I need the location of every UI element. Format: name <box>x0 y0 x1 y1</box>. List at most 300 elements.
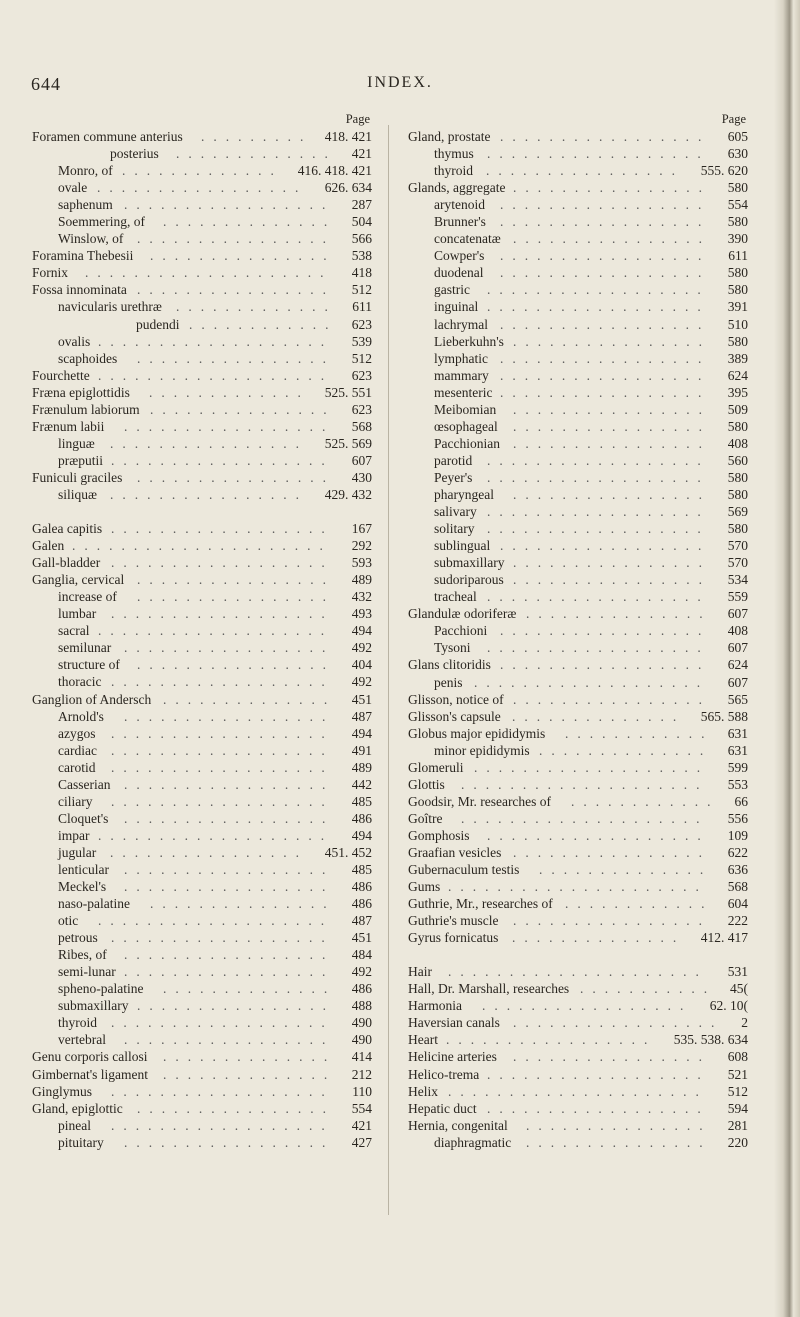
index-entry <box>408 162 748 179</box>
leader-dots: .................. <box>487 827 710 843</box>
index-entry <box>408 520 748 537</box>
leader-dots: .................. <box>111 742 334 758</box>
leader-dots: ................... <box>98 623 334 639</box>
index-pages: 491 <box>349 742 372 759</box>
index-pages: 416. 418. 421 <box>295 162 372 179</box>
index-pages: 608 <box>725 1048 748 1065</box>
index-term: structure of <box>58 657 120 673</box>
index-term: Ganglion of Andersch <box>32 691 152 707</box>
leader-dots: .................. <box>487 589 710 605</box>
index-entry <box>408 656 748 673</box>
leader-dots: ............. <box>122 163 283 179</box>
index-entry <box>408 128 748 145</box>
index-term: Hepatic duct <box>408 1100 477 1116</box>
index-entry <box>408 469 748 486</box>
index-entry <box>32 912 372 929</box>
index-entry <box>408 1083 748 1100</box>
leader-dots: ................. <box>500 657 711 673</box>
leader-dots: ................... <box>474 674 710 690</box>
index-entry <box>408 691 748 708</box>
index-entry <box>408 742 748 759</box>
index-entry <box>408 503 748 520</box>
index-term: Gums <box>408 879 441 895</box>
index-pages: 490 <box>349 1031 372 1048</box>
index-pages: 292 <box>349 537 372 554</box>
index-term: semi-lunar <box>58 964 116 980</box>
index-pages: 414 <box>349 1048 372 1065</box>
index-entry <box>32 759 372 776</box>
index-term: solitary <box>434 521 475 537</box>
leader-dots: ................. <box>500 350 711 366</box>
index-pages: 580 <box>725 264 748 281</box>
index-pages: 167 <box>349 520 372 537</box>
index-term: sublingual <box>434 538 491 554</box>
index-pages: 492 <box>349 963 372 980</box>
leader-dots: .................... <box>461 776 709 792</box>
leader-dots: ................ <box>110 486 308 502</box>
index-term: vertebral <box>58 1032 106 1048</box>
leader-dots: .................. <box>487 299 710 315</box>
index-entry <box>32 128 372 145</box>
index-entry <box>32 656 372 673</box>
leader-dots: ................ <box>137 589 335 605</box>
leader-dots: .................. <box>111 452 334 468</box>
index-term: diaphragmatic <box>434 1134 512 1150</box>
leader-dots: ............ <box>571 793 720 809</box>
leader-dots: .................. <box>111 725 334 741</box>
leader-dots: .............. <box>163 1066 337 1082</box>
index-entry <box>32 1031 372 1048</box>
leader-dots: ................. <box>124 708 335 724</box>
leader-dots: ................ <box>513 418 711 434</box>
index-pages: 623 <box>349 367 372 384</box>
index-entry <box>408 912 748 929</box>
index-pages: 636 <box>725 861 748 878</box>
index-term: thoracic <box>58 674 102 690</box>
leader-dots: ............... <box>526 1134 712 1150</box>
index-term: Galen <box>32 538 65 554</box>
leader-dots: ................ <box>137 469 335 485</box>
leader-dots: ..................... <box>72 538 332 554</box>
leader-dots: ................. <box>124 861 335 877</box>
index-pages: 486 <box>349 878 372 895</box>
index-pages: 66 <box>732 793 749 810</box>
index-term: Pacchionian <box>434 435 500 451</box>
index-pages: 395 <box>725 384 748 401</box>
leader-dots: ............... <box>526 1117 712 1133</box>
index-term: Fourchette <box>32 367 90 383</box>
leader-dots: .............. <box>163 981 337 997</box>
index-term: Fræna epiglottidis <box>32 384 130 400</box>
leader-dots: ................. <box>124 879 335 895</box>
leader-dots: .............. <box>512 930 686 946</box>
index-term: lumbar <box>58 606 97 622</box>
index-pages: 607 <box>725 674 748 691</box>
index-term: Meckel's <box>58 879 107 895</box>
index-term: Guthrie, Mr., researches of <box>408 896 553 912</box>
index-entry <box>408 1048 748 1065</box>
leader-dots: ................. <box>500 248 711 264</box>
leader-dots: .............. <box>539 742 713 758</box>
index-pages: 489 <box>349 571 372 588</box>
index-pages: 2 <box>738 1014 748 1031</box>
index-pages: 222 <box>725 912 748 929</box>
leader-dots: ................ <box>137 231 335 247</box>
right-index-column <box>408 112 748 1151</box>
index-pages: 451 <box>349 691 372 708</box>
index-entry <box>408 281 748 298</box>
index-pages: 418 <box>349 264 372 281</box>
index-entry <box>408 588 748 605</box>
leader-dots: ................ <box>513 913 711 929</box>
index-term: siliquæ <box>58 486 98 502</box>
leader-dots: ................ <box>513 844 711 860</box>
right-entries <box>408 128 748 1151</box>
leader-dots: .................. <box>111 930 334 946</box>
leader-dots: ............ <box>565 725 714 741</box>
index-term: Galea capitis <box>32 521 103 537</box>
leader-dots: ................. <box>97 180 308 196</box>
index-pages: 430 <box>349 469 372 486</box>
leader-dots: .................. <box>487 469 710 485</box>
index-term: Glottis <box>408 776 445 792</box>
index-term: thyroid <box>58 1015 97 1031</box>
index-pages: 45( <box>727 980 748 997</box>
index-pages: 521 <box>725 1066 748 1083</box>
leader-dots: ................ <box>137 282 335 298</box>
leader-dots: ................. <box>124 776 335 792</box>
index-term: lachrymal <box>434 316 488 332</box>
index-pages: 593 <box>349 554 372 571</box>
leader-dots: ............... <box>150 896 336 912</box>
index-entry <box>408 435 748 452</box>
index-term: Glandulæ odoriferæ <box>408 606 517 622</box>
index-term: Guthrie's muscle <box>408 913 499 929</box>
leader-dots: ................... <box>98 913 334 929</box>
index-entry <box>408 179 748 196</box>
index-entry <box>32 844 372 861</box>
index-entry <box>32 435 372 452</box>
leader-dots: .................. <box>111 1015 334 1031</box>
index-entry <box>408 384 748 401</box>
index-pages: 623 <box>349 401 372 418</box>
leader-dots: ................. <box>500 197 711 213</box>
index-entry <box>32 639 372 656</box>
index-entry <box>32 452 372 469</box>
leader-dots: ................ <box>513 1049 711 1065</box>
index-pages: 287 <box>349 196 372 213</box>
index-pages: 580 <box>725 179 748 196</box>
index-term: Arnold's <box>58 708 104 724</box>
index-pages: 570 <box>725 537 748 554</box>
index-pages: 488 <box>349 997 372 1014</box>
index-pages: 531 <box>725 963 748 980</box>
index-pages: 492 <box>349 639 372 656</box>
index-entry <box>408 1100 748 1117</box>
index-term: pudendi <box>136 316 180 332</box>
index-term: posterius <box>110 146 159 162</box>
index-term: tracheal <box>434 589 477 605</box>
leader-dots: ................. <box>500 316 711 332</box>
index-pages: 212 <box>349 1066 372 1083</box>
index-entry <box>408 367 748 384</box>
index-term: linguæ <box>58 435 95 451</box>
leader-dots: ................ <box>513 691 711 707</box>
index-term: Glans clitoridis <box>408 657 491 673</box>
leader-dots: ................. <box>124 640 335 656</box>
index-pages: 580 <box>725 418 748 435</box>
index-term: pineal <box>58 1117 91 1133</box>
leader-dots: ................ <box>513 333 711 349</box>
index-pages: 580 <box>725 281 748 298</box>
index-entry <box>32 333 372 350</box>
index-term: mesenteric <box>434 384 493 400</box>
index-entry <box>32 571 372 588</box>
index-entry <box>408 213 748 230</box>
leader-dots: ............... <box>526 606 712 622</box>
index-entry <box>408 759 748 776</box>
leader-dots: ................. <box>124 1134 335 1150</box>
index-term: Fossa innominata <box>32 282 127 298</box>
index-term: arytenoid <box>434 197 485 213</box>
leader-dots: ................. <box>124 418 335 434</box>
index-term: Graafian vesicles <box>408 844 502 860</box>
index-term: navicularis urethræ <box>58 299 162 315</box>
index-term: Gland, epiglottic <box>32 1100 123 1116</box>
index-pages: 494 <box>349 622 372 639</box>
index-pages: 109 <box>725 827 748 844</box>
leader-dots: ................. <box>500 623 711 639</box>
index-pages: 611 <box>349 298 372 315</box>
index-entry <box>408 1066 748 1083</box>
leader-dots: ................. <box>124 964 335 980</box>
index-term: Gomphosis <box>408 827 470 843</box>
index-term: saphenum <box>58 197 113 213</box>
index-entry <box>32 554 372 571</box>
leader-dots: ................ <box>137 572 335 588</box>
index-entry <box>408 1134 748 1151</box>
index-entry <box>32 827 372 844</box>
index-term: gastric <box>434 282 470 298</box>
index-term: Funiculi graciles <box>32 469 123 485</box>
leader-dots: ................ <box>486 163 684 179</box>
left-entries <box>32 128 372 1151</box>
leader-dots: ................... <box>98 827 334 843</box>
leader-dots: ................. <box>482 998 693 1014</box>
index-entry <box>32 605 372 622</box>
leader-dots: .............. <box>163 1049 337 1065</box>
index-pages: 489 <box>349 759 372 776</box>
index-entry <box>32 622 372 639</box>
leader-dots: .................. <box>487 640 710 656</box>
page-edge <box>774 0 800 1317</box>
index-pages: 599 <box>725 759 748 776</box>
index-term: impar <box>58 827 90 843</box>
index-term: Ganglia, cervical <box>32 572 125 588</box>
index-term: Monro, of <box>58 163 113 179</box>
index-entry <box>408 895 748 912</box>
leader-dots: ................ <box>513 401 711 417</box>
index-pages: 484 <box>349 946 372 963</box>
index-entry <box>32 145 372 162</box>
index-term: Meibomian <box>434 401 497 417</box>
leader-dots: ................... <box>474 759 710 775</box>
leader-dots: .................. <box>487 452 710 468</box>
index-pages: 418. 421 <box>322 128 372 145</box>
index-entry <box>408 247 748 264</box>
index-pages: 538 <box>349 247 372 264</box>
index-entry <box>32 520 372 537</box>
index-entry <box>408 350 748 367</box>
index-pages: 487 <box>349 912 372 929</box>
index-term: Gubernaculum testis <box>408 862 520 878</box>
leader-dots: .................. <box>111 521 334 537</box>
index-term: Glisson, notice of <box>408 691 504 707</box>
index-term: petrous <box>58 930 98 946</box>
leader-dots: ................... <box>98 367 334 383</box>
index-entry <box>32 691 372 708</box>
leader-dots: ................ <box>137 1100 335 1116</box>
index-entry <box>32 861 372 878</box>
index-entry <box>32 878 372 895</box>
index-entry <box>32 316 372 333</box>
index-pages: 412. 417 <box>698 929 748 946</box>
leader-dots: ................ <box>513 231 711 247</box>
index-entry <box>32 1014 372 1031</box>
index-pages: 534 <box>725 571 748 588</box>
index-pages: 580 <box>725 486 748 503</box>
leader-dots: ................. <box>446 1032 657 1048</box>
index-pages: 565. 588 <box>698 708 748 725</box>
index-entry <box>408 674 748 691</box>
index-entry <box>32 179 372 196</box>
index-pages: 421 <box>349 1117 372 1134</box>
index-entry <box>32 708 372 725</box>
index-term: Winslow, of <box>58 231 124 247</box>
index-entry <box>408 997 748 1014</box>
leader-dots: .................... <box>85 265 333 281</box>
index-pages: 509 <box>725 401 748 418</box>
index-pages: 451. 452 <box>322 844 372 861</box>
index-term: Heart <box>408 1032 438 1048</box>
index-entry <box>32 1134 372 1151</box>
index-term: Peyer's <box>434 469 473 485</box>
index-pages: 554 <box>725 196 748 213</box>
index-pages: 560 <box>725 452 748 469</box>
index-pages: 525. 569 <box>322 435 372 452</box>
index-entry <box>32 1100 372 1117</box>
index-pages: 486 <box>349 810 372 827</box>
index-entry <box>408 827 748 844</box>
index-term: ovale <box>58 180 88 196</box>
index-pages: 626. 634 <box>322 179 372 196</box>
index-term: Harmonia <box>408 998 462 1014</box>
index-term: Glands, aggregate <box>408 180 506 196</box>
index-term: Pacchioni <box>434 623 488 639</box>
index-pages: 404 <box>349 656 372 673</box>
index-entry <box>408 861 748 878</box>
index-term: œsophageal <box>434 418 498 434</box>
leader-dots: ................. <box>500 384 711 400</box>
index-pages: 432 <box>349 588 372 605</box>
index-entry <box>408 145 748 162</box>
leader-dots: .................. <box>487 146 710 162</box>
index-term: increase of <box>58 589 117 605</box>
index-term: submaxillary <box>434 555 505 571</box>
index-pages: 485 <box>349 861 372 878</box>
index-term: Glomeruli <box>408 759 464 775</box>
leader-dots: .............. <box>163 214 337 230</box>
index-pages: 559 <box>725 588 748 605</box>
index-term: otic <box>58 913 79 929</box>
index-term: Genu corporis callosi <box>32 1049 148 1065</box>
index-entry <box>32 1048 372 1065</box>
index-pages: 451 <box>349 929 372 946</box>
leader-dots: ............. <box>149 384 310 400</box>
index-term: pituitary <box>58 1134 104 1150</box>
index-entry <box>32 247 372 264</box>
index-pages: 570 <box>725 554 748 571</box>
index-pages: 630 <box>725 145 748 162</box>
index-entry <box>32 793 372 810</box>
index-pages: 220 <box>725 1134 748 1151</box>
index-term: Ginglymus <box>32 1083 93 1099</box>
index-term: thyroid <box>434 163 473 179</box>
index-entry <box>408 639 748 656</box>
index-entry <box>32 367 372 384</box>
leader-dots: ............. <box>176 299 337 315</box>
index-entry <box>408 571 748 588</box>
leader-dots: ................ <box>137 350 335 366</box>
index-pages: 408 <box>725 622 748 639</box>
index-entry <box>32 196 372 213</box>
index-term: Hernia, congenital <box>408 1117 508 1133</box>
leader-dots: ............ <box>189 316 338 332</box>
index-pages: 535. 538. 634 <box>671 1031 748 1048</box>
leader-dots: ......... <box>201 129 313 144</box>
index-entry <box>408 622 748 639</box>
index-entry <box>32 673 372 690</box>
index-entry <box>408 264 748 281</box>
index-term: Gyrus fornicatus <box>408 930 499 946</box>
index-term: salivary <box>434 504 477 520</box>
index-pages: 631 <box>725 742 748 759</box>
index-pages: 110 <box>349 1083 372 1100</box>
index-entry <box>32 810 372 827</box>
index-pages: 623 <box>349 316 372 333</box>
index-entry <box>32 281 372 298</box>
section-gap <box>32 503 372 520</box>
index-term: Cloquet's <box>58 810 109 826</box>
index-pages: 580 <box>725 520 748 537</box>
index-term: naso-palatine <box>58 896 130 912</box>
leader-dots: .............. <box>512 708 686 724</box>
index-pages: 510 <box>725 316 748 333</box>
leader-dots: ................ <box>513 555 711 571</box>
index-term: thymus <box>434 146 474 162</box>
index-entry <box>32 264 372 281</box>
index-entry <box>32 1066 372 1083</box>
leader-dots: ................ <box>137 657 335 673</box>
leader-dots: ..................... <box>448 964 708 980</box>
index-entry <box>408 929 748 946</box>
index-term: minor epididymis <box>434 742 530 758</box>
index-entry <box>32 298 372 315</box>
index-term: Gland, prostate <box>408 129 491 144</box>
index-entry <box>32 213 372 230</box>
index-term: spheno-palatine <box>58 981 144 997</box>
index-term: sudoriparous <box>434 572 504 588</box>
